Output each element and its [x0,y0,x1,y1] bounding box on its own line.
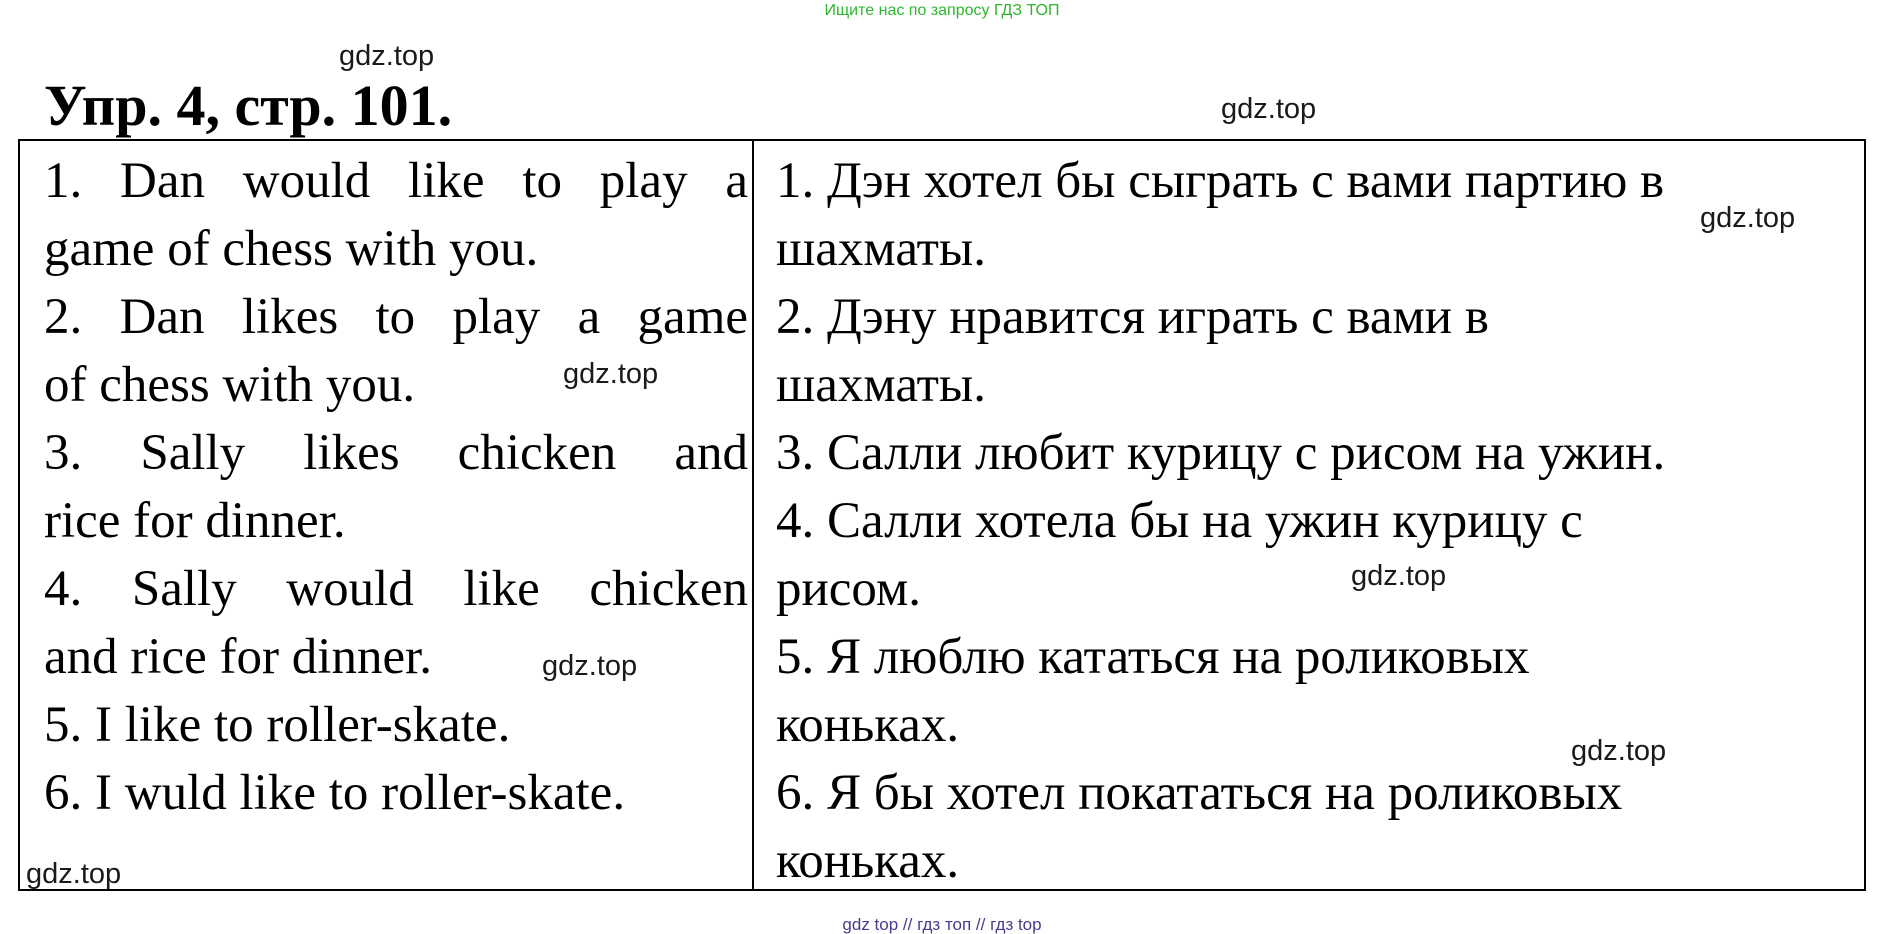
english-item-6 [44,759,748,827]
column-divider [752,141,754,889]
footer-links[interactable]: gdz top // гдз топ // гдз top [842,915,1042,934]
russian-line: шахматы. [776,221,986,277]
watermark: gdz.top [26,858,122,890]
russian-item-4 [776,487,1856,623]
watermark: gdz.top [542,650,638,682]
russian-line: коньках. [776,833,960,889]
watermark: gdz.top [563,358,659,390]
english-line: rice for dinner. [44,493,346,549]
russian-line: коньках. [776,697,960,753]
english-line: 1. Dan would like to play a [44,153,748,209]
russian-line: 4. Салли хотела бы на ужин курицу с [776,493,1583,549]
english-column [44,147,748,827]
watermark: gdz.top [339,40,435,72]
english-item-1 [44,147,748,283]
russian-item-3 [776,419,1856,487]
english-item-3 [44,419,748,555]
english-line: of chess with you. [44,357,416,413]
russian-line: 5. Я люблю кататься на роликовых [776,629,1530,685]
russian-line: рисом. [776,561,921,617]
english-line: 2. Dan likes to play a game [44,289,748,345]
russian-line: 6. Я бы хотел покататься на роликовых [776,765,1623,821]
english-line: 4. Sally would like chicken [44,561,748,617]
watermark: gdz.top [1221,93,1317,125]
english-line: 6. I wuld like to roller-skate. [44,765,626,821]
russian-item-2 [776,283,1856,419]
watermark: gdz.top [1351,560,1447,592]
exercise-title: Упр. 4, стр. 101. [44,73,453,138]
watermark: gdz.top [1571,735,1667,767]
russian-item-6 [776,759,1856,895]
search-banner-link[interactable]: Ищите нас по запросу ГДЗ ТОП [824,2,1060,19]
english-item-2 [44,283,748,419]
english-item-5 [44,691,748,759]
russian-line: 2. Дэну нравится играть с вами в [776,289,1489,345]
russian-line: 3. Салли любит курицу с рисом на ужин. [776,425,1666,481]
russian-item-1 [776,147,1856,283]
english-line: game of chess with you. [44,221,539,277]
english-line: and rice for dinner. [44,629,433,685]
answer-table [18,139,1866,891]
english-line: 3. Sally likes chicken and [44,425,748,481]
english-line: 5. I like to roller-skate. [44,697,511,753]
watermark: gdz.top [1700,202,1796,234]
russian-column [776,147,1856,895]
english-item-4 [44,555,748,691]
russian-line: 1. Дэн хотел бы сыграть с вами партию в [776,153,1665,209]
russian-item-5 [776,623,1856,759]
russian-line: шахматы. [776,357,986,413]
